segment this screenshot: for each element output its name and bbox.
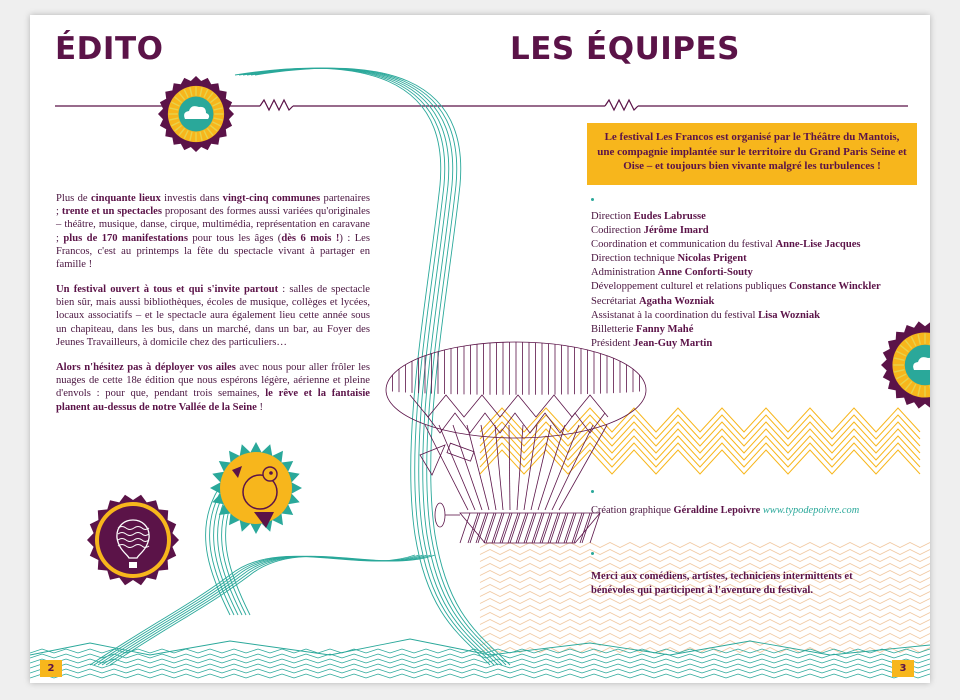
team-role: Assistanat à la coordination du festival (591, 309, 759, 321)
edito-paragraph-2 (56, 283, 370, 349)
team-role: Administration (591, 267, 658, 279)
team-member (591, 280, 921, 294)
team-name: Anne-Lise Jacques (775, 239, 861, 251)
team-role: Président (591, 337, 634, 349)
brochure-spread (30, 15, 930, 683)
page-number-left: 2 (40, 660, 62, 677)
team-name: Agatha Wozniak (638, 295, 715, 307)
team-role: Direction technique (591, 253, 678, 265)
bold-run: cinquante lieux (90, 193, 161, 204)
team-role: Développement culturel et relations publiques (591, 281, 789, 293)
edito-paragraph-1 (56, 192, 370, 271)
team-name: Constance Winckler (789, 281, 881, 293)
team-member (591, 323, 921, 337)
team-member (591, 337, 921, 351)
graphic-website-link[interactable]: www.typodepoivre.com (762, 505, 860, 516)
team-name: Fanny Mahé (636, 323, 694, 335)
bullet-dot (591, 198, 594, 201)
team-member (591, 309, 921, 323)
balloon-badge (87, 495, 179, 586)
bold-run: plus de 170 manifestations (63, 232, 188, 244)
bold-run: Alors n'hésitez pas à déployer vos ailes (56, 362, 236, 373)
text-run: avec nous pour aller frôler les nuages de cette 18e édition que nous espérons légère, aérienne et pleine d'envols : pour que, pendant trois semaines, (56, 362, 370, 400)
team-member (591, 295, 921, 309)
bold-run: vingt-cinq communes (222, 193, 321, 204)
team-role: Codirection (591, 225, 644, 237)
text-run: ! (256, 401, 264, 413)
team-list (591, 210, 921, 351)
team-name: Eudes Labrusse (633, 211, 706, 222)
team-member (591, 266, 921, 280)
sun-badge-top (158, 76, 234, 152)
text-run: partenaires ; (56, 193, 370, 218)
team-name: Lisa Wozniak (758, 309, 821, 321)
edito-paragraph-3 (56, 361, 370, 414)
graphic-name: Géraldine Lepoivre (673, 505, 761, 516)
thanks-text: Merci aux comédiens, artistes, techniciens intermittents et bénévoles qui participent à l'aventure du festival. (591, 571, 853, 596)
text-run: pour tous les âges ( (187, 232, 282, 244)
team-name: Jérôme Imard (643, 225, 709, 237)
team-name: Nicolas Prigent (677, 253, 747, 265)
page-title-edito: ÉDITO (55, 31, 164, 67)
bullet-dot (591, 552, 594, 555)
page-number-right: 3 (892, 660, 914, 677)
team-name: Anne Conforti-Souty (657, 267, 753, 279)
team-role: Coordination et communication du festival (591, 239, 776, 251)
text-run: proposant des formes aussi variées qu'originales – théâtre, musique, danse, cirque, multimédia, représentation en caravane ; (56, 206, 370, 244)
bold-run: trente et un spectacles (61, 206, 163, 218)
intro-box: Le festival Les Francos est organisé par le Théâtre du Mantois, une compagnie implantée sur le territoire du Grand Paris Seine et Oise – et toujours bien vivante malgré les turbulences ! (587, 123, 917, 185)
team-role: Secrétariat (591, 295, 639, 307)
text-run: Plus de (56, 193, 91, 204)
yellow-zigzag-pattern (480, 408, 920, 474)
team-role: Billetterie (591, 323, 637, 335)
graphic-credit (591, 505, 859, 516)
bold-run: le rêve et la fantaisie planent au-dessus de notre Vallée de la Seine (56, 388, 370, 413)
team-member (591, 210, 921, 224)
graphic-role: Création graphique (591, 505, 674, 516)
text-run: investis dans (160, 193, 223, 204)
team-member (591, 252, 921, 266)
team-member (591, 238, 921, 252)
peach-wave-pattern (480, 543, 930, 653)
bold-run: dès 6 mois ! (281, 232, 340, 244)
team-name: Jean-Guy Martin (633, 337, 713, 349)
page-title-equipes: LES ÉQUIPES (510, 31, 741, 67)
teal-wave-pattern (30, 639, 930, 678)
team-member (591, 224, 921, 238)
text-run: ) : Les Francos, c'est au printemps la fête du spectacle vivant à partager en famille ! (56, 232, 370, 271)
bold-run: Un festival ouvert à tous et qui s'invite partout (56, 284, 279, 295)
bird-badge (210, 442, 302, 534)
bullet-dot (591, 490, 594, 493)
team-role: Direction (591, 211, 634, 222)
text-run: : salles de spectacle bien sûr, mais aussi bibliothèques, écoles de musique, collèges et lycées, locaux associatifs – et le spectacle aura également lieu cette année sous un chapiteau, dans les bus, dans un marché, dans un bar, au Foyer des Jeunes Travailleurs, à domicile chez des particuliers… (56, 284, 370, 348)
